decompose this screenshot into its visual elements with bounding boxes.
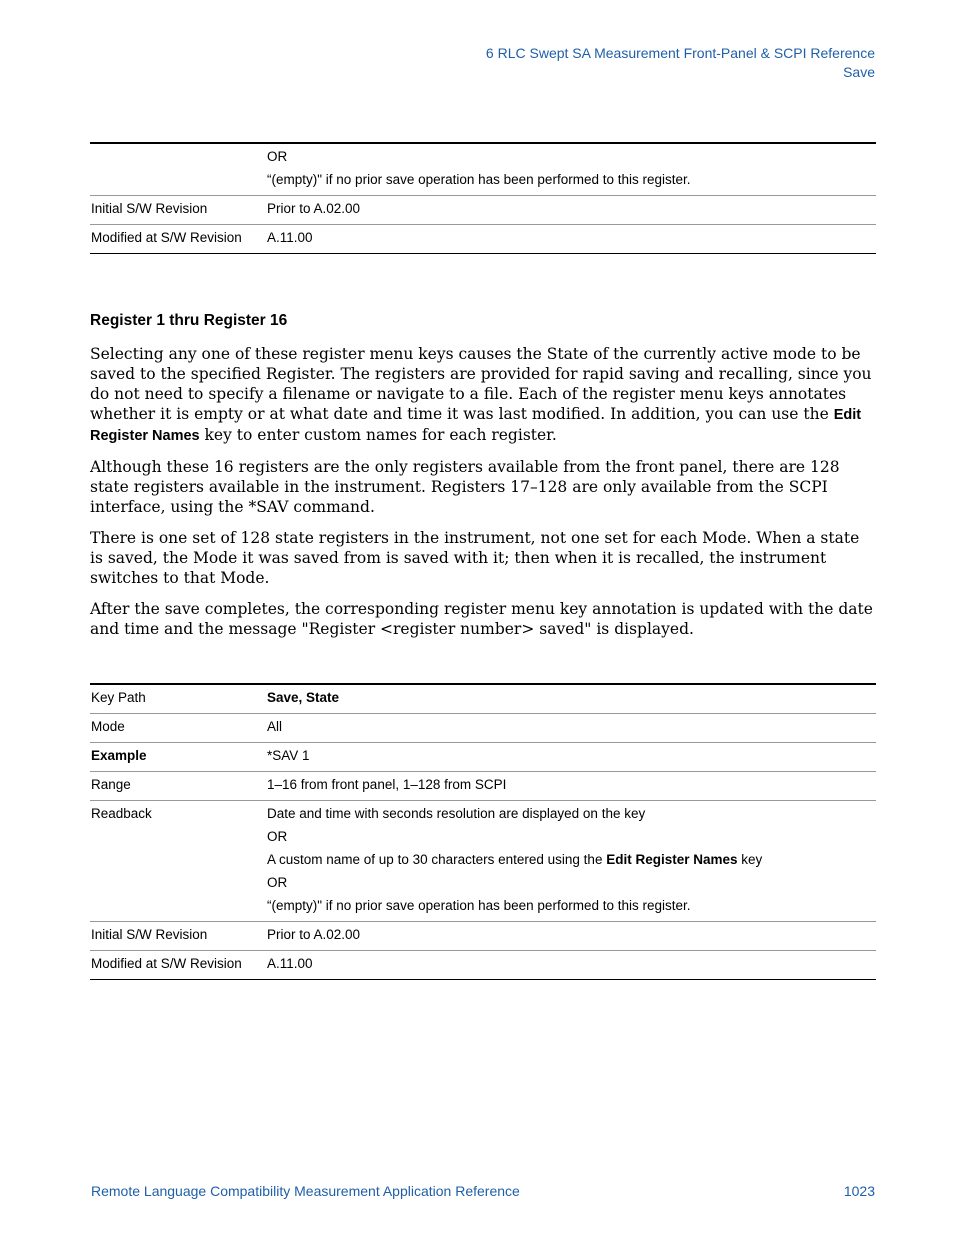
table-row	[90, 684, 876, 714]
row-key: Modified at S/W Revision	[91, 956, 242, 971]
row-key: Mode	[91, 719, 125, 734]
key-path-value: Save, State	[267, 690, 340, 705]
row-value: All	[267, 719, 283, 734]
table-row	[90, 922, 876, 951]
row-key: Key Path	[91, 690, 146, 705]
or-label: OR	[267, 149, 288, 164]
row-value: 1–16 from front panel, 1–128 from SCPI	[267, 777, 507, 792]
row-value: *SAV 1	[267, 748, 310, 763]
paragraph: After the save completes, the corresponding register menu key annotation is updated with the date and time and the message "Register <register number> saved" is displayed.	[90, 600, 873, 638]
section-body	[90, 344, 876, 650]
readback-line: Date and time with seconds resolution are displayed on the key	[267, 806, 646, 821]
table-row	[90, 196, 876, 225]
paragraph-text: key to enter custom names for each register.	[199, 426, 557, 444]
section-name: Save	[843, 64, 875, 80]
table-row	[90, 743, 876, 772]
row-key: Readback	[91, 806, 152, 821]
paragraph: There is one set of 128 state registers in the instrument, not one set for each Mode. When a state is saved, the Mode it was saved from is saved with it; then when it is recalled, the instrument switches to that Mode.	[90, 529, 860, 587]
row-value: A.11.00	[267, 230, 313, 245]
row-key: Modified at S/W Revision	[91, 230, 242, 245]
row-value: Prior to A.02.00	[267, 201, 361, 216]
table-row	[90, 801, 876, 922]
row-value	[266, 143, 876, 196]
table-row	[90, 714, 876, 743]
register-properties-table	[90, 683, 876, 980]
readback-text: key	[737, 852, 763, 867]
paragraph-text: Selecting any one of these register menu keys causes the State of the currently active mode to be saved to the specified Register. The registers are provided for rapid saving and recalling, since you do not need to specify a filename or navigate to a file. Each of the register menu keys annotates whether it is empty or at what date and time it was last modified. In addition, you can use the	[90, 345, 872, 423]
row-key	[90, 143, 266, 196]
empty-note: “(empty)" if no prior save operation has been performed to this register.	[267, 172, 691, 187]
table-row	[90, 143, 876, 196]
table-row	[90, 225, 876, 254]
row-key: Range	[91, 777, 131, 792]
row-value	[266, 684, 876, 714]
paragraph: Although these 16 registers are the only registers available from the front panel, there are 128 state registers available in the instrument. Registers 17–128 are only available from the SCPI interface, using the *SAV command.	[90, 458, 840, 516]
paragraph	[90, 344, 876, 446]
table-row	[90, 951, 876, 980]
table-row	[90, 772, 876, 801]
row-value	[266, 801, 876, 922]
chapter-title: 6 RLC Swept SA Measurement Front-Panel & SCPI Reference	[485, 45, 875, 61]
edit-register-names-key-ref: Edit Register Names	[90, 407, 862, 444]
readback-text: A custom name of up to 30 characters entered using the	[267, 852, 607, 867]
row-value: A.11.00	[267, 956, 313, 971]
row-key: Initial S/W Revision	[91, 927, 208, 942]
footer-title: Remote Language Compatibility Measurement Application Reference	[91, 1183, 520, 1199]
edit-register-names-key-ref: Edit Register Names	[606, 852, 738, 867]
example-label: Example	[91, 748, 147, 763]
empty-note: “(empty)" if no prior save operation has been performed to this register.	[267, 898, 691, 913]
row-key: Initial S/W Revision	[91, 201, 208, 216]
top-properties-table	[90, 142, 876, 254]
or-label: OR	[267, 875, 288, 890]
row-key	[90, 743, 266, 772]
page-number: 1023	[843, 1183, 875, 1199]
readback-line	[267, 851, 875, 869]
section-title: Register 1 thru Register 16	[90, 312, 288, 329]
or-label: OR	[267, 829, 288, 844]
row-value: Prior to A.02.00	[267, 927, 361, 942]
running-header	[486, 44, 875, 82]
